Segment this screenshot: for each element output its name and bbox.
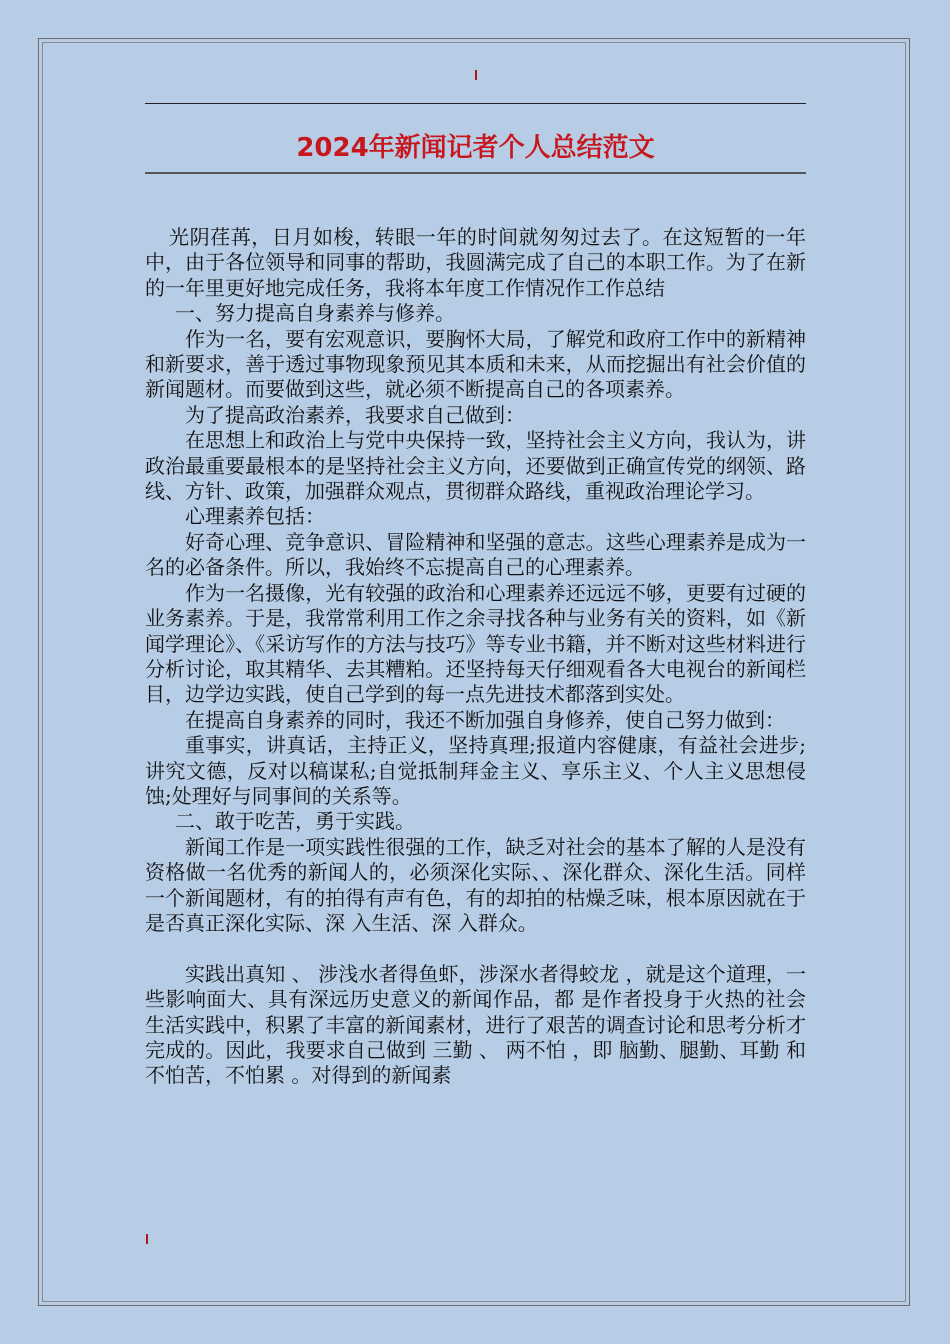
paragraph-intro: 光阴荏苒，日月如梭，转眼一年的时间就匆匆过去了。在这短暂的一年中，由于各位领导和同事的帮助，我圆满完成了自己的本职工作。为了在新的一年里更好地完成任务，我将本年度工作情况作工作总结 <box>145 225 806 300</box>
paragraph: 好奇心理、竞争意识、冒险精神和坚强的意志。这些心理素养是成为一名的必备条件。所以，我始终不忘提高自己的心理素养。 <box>145 529 806 580</box>
paragraph-gap <box>145 936 806 961</box>
paragraph: 为了提高政治素养，我要求自己做到： <box>185 402 525 427</box>
paragraph: 作为一名摄像，光有较强的政治和心理素养还远远不够，更要有过硬的业务素养。于是，我常常利用工作之余寻找各种与业务有关的资料，如《新闻学理论》、《采访写作的方法与技巧》等专业书籍，并不断对这些材料进行分析讨论，取其精华、去其糟粕。还坚持每天仔细观看各大电视台的新闻栏目，边学边实践，使自己学到的每一点先进技术都落到实处。 <box>145 580 806 707</box>
section-heading-1: 一、努力提高自身素养与修养。 <box>175 301 455 326</box>
header-mark <box>475 70 477 80</box>
section-heading-2: 二、敢于吃苦，勇于实践。 <box>175 809 415 834</box>
paragraph: 重事实，讲真话，主持正义，坚持真理;报道内容健康，有益社会进步;讲究文德，反对以稿谋私;自觉抵制拜金主义、享乐主义、个人主义思想侵蚀;处理好与同事间的关系等。 <box>145 733 806 808</box>
footer-mark <box>146 1234 148 1244</box>
header-rule <box>145 103 806 104</box>
document-body <box>145 225 806 1089</box>
paragraph: 作为一名，要有宏观意识，要胸怀大局，了解党和政府工作中的新精神和新要求，善于透过事物现象预见其本质和未来，从而挖掘出有社会价值的新闻题材。而要做到这些，就必须不断提高自己的各项素养。 <box>145 326 806 402</box>
paragraph: 在思想上和政治上与党中央保持一致，坚持社会主义方向，我认为，讲政治最重要最根本的是坚持社会主义方向，还要做到正确宣传党的纲领、路线、方针、政策，加强群众观点，贯彻群众路线，重视政治理论学习。 <box>145 428 806 504</box>
paragraph: 心理素养包括： <box>185 504 325 529</box>
paragraph: 实践出真知 、 涉浅水者得鱼虾，涉深水者得蛟龙 ，就是这个道理，一些影响面大、具有深远历史意义的新闻作品，都 是作者投身于火热的社会生活实践中，积累了丰富的新闻素材，进行了艰苦的调查讨论和思考分析才完成的。因此，我要求自己做到 三勤 、 两不怕 ，即 脑勤、腿勤、耳勤 和 不怕苦，不怕累 。对得到的新闻素 <box>145 961 806 1088</box>
paragraph: 在提高自身素养的同时，我还不断加强自身修养，使自己努力做到： <box>185 707 785 732</box>
paragraph: 新闻工作是一项实践性很强的工作，缺乏对社会的基本了解的人是没有资格做一名优秀的新闻人的，必须深化实际、、深化群众、深化生活。同样一个新闻题材，有的拍得有声有色，有的却拍的枯燥乏味，根本原因就在于是否真正深化实际、深 入生活、深 入群众。 <box>145 834 806 935</box>
document-title: 2024年新闻记者个人总结范文 <box>296 133 655 163</box>
title-rule <box>145 172 806 174</box>
